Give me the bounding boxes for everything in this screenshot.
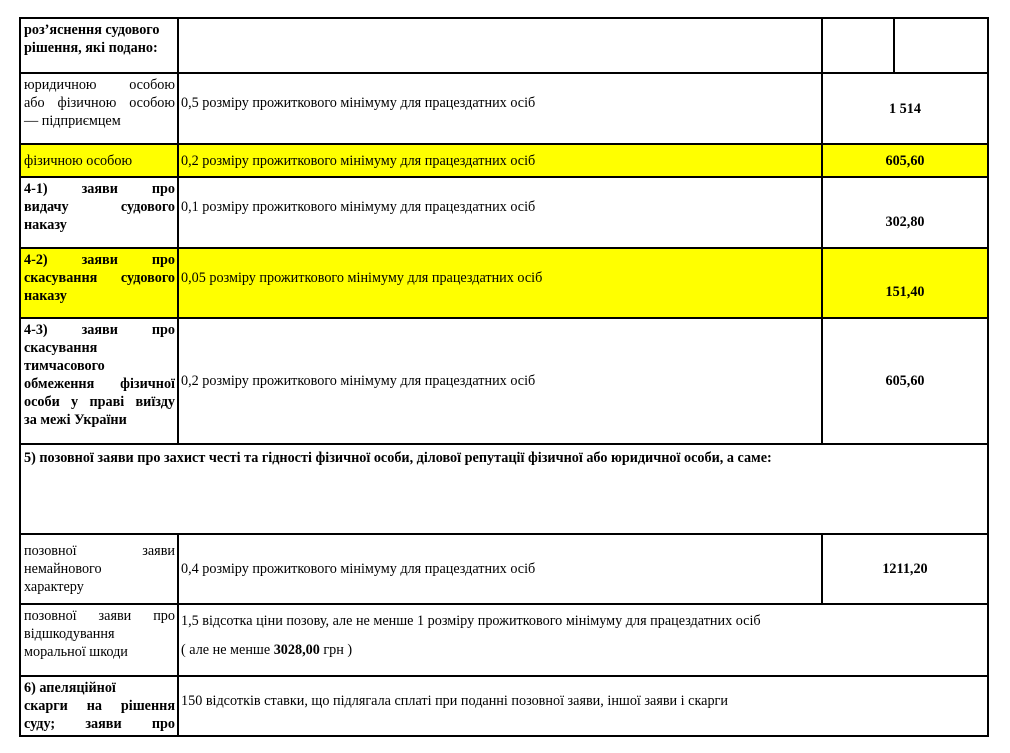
label-line: 4-3) заяви про [24, 322, 175, 338]
label-line: позовної заяви [24, 543, 175, 559]
label-line: особи у праві виїзду [24, 394, 175, 410]
description-line: 1,5 відсотка ціни позову, але не менше 1 розміру прожиткового мінімуму для працездатних осіб [181, 613, 761, 629]
row-amount: 605,60 [822, 144, 988, 177]
row-amount: 302,80 [822, 177, 988, 248]
row-description: 0,05 розміру прожиткового мінімуму для працездатних осіб [178, 248, 822, 318]
label-line: суду; заяви про [24, 716, 175, 732]
note-amount: 3028,00 [273, 642, 320, 658]
row-label [20, 18, 178, 73]
table-row-highlighted [20, 144, 988, 177]
row-amount: 605,60 [822, 318, 988, 444]
row-label [20, 73, 178, 144]
row-description: 150 відсотків ставки, що підлягала сплаті при поданні позовної заяви, іншої заяви і скарги [178, 676, 988, 736]
label-line: відшкодування [24, 626, 115, 642]
label-line: моральної шкоди [24, 644, 128, 660]
table-row [20, 177, 988, 248]
table-row-highlighted [20, 248, 988, 318]
empty-cell [822, 18, 894, 73]
section-heading: 5) позовної заяви про захист честі та гідності фізичної особи, ділової репутації фізичної або юридичної особи, а саме: [20, 444, 988, 534]
row-amount: 151,40 [822, 248, 988, 318]
row-description: 0,5 розміру прожиткового мінімуму для працездатних осіб [178, 73, 822, 144]
court-fee-table [19, 17, 989, 737]
row-label [20, 534, 178, 604]
row-description: 0,2 розміру прожиткового мінімуму для працездатних осіб [178, 144, 822, 177]
table-row [20, 604, 988, 676]
row-label [20, 318, 178, 444]
label-line: або фізичною особою [24, 95, 175, 111]
row-description [178, 604, 988, 676]
label-line: юридичною особою [24, 77, 175, 93]
label-line: характеру [24, 579, 84, 595]
table-row [20, 534, 988, 604]
row-label-text: роз’яснення судового рішення, які подано: [24, 22, 160, 56]
label-line: скарги на рішення [24, 698, 175, 714]
table-row [20, 18, 988, 73]
label-line: видачу судового [24, 199, 175, 215]
note-prefix: ( але не менше [181, 642, 274, 658]
fee-table-document [19, 17, 987, 737]
row-description: 0,4 розміру прожиткового мінімуму для працездатних осіб [178, 534, 822, 604]
note-suffix: грн ) [319, 642, 353, 658]
label-line: наказу [24, 288, 67, 304]
label-line: 4-2) заяви про [24, 252, 175, 268]
row-label [20, 177, 178, 248]
table-row [20, 318, 988, 444]
row-description: 0,1 розміру прожиткового мінімуму для працездатних осіб [178, 177, 822, 248]
table-row-section [20, 444, 988, 534]
table-row [20, 676, 988, 736]
label-line: позовної заяви про [24, 608, 175, 624]
row-label [20, 676, 178, 736]
empty-cell [894, 18, 988, 73]
label-line: 4-1) заяви про [24, 181, 175, 197]
row-description: 0,2 розміру прожиткового мінімуму для працездатних осіб [178, 318, 822, 444]
label-line: 6) апеляційної [24, 680, 116, 696]
table-row [20, 73, 988, 144]
label-line: за межі України [24, 412, 127, 428]
row-amount: 1 514 [822, 73, 988, 144]
label-line: — підприємцем [24, 113, 121, 129]
label-line: скасування судового [24, 270, 175, 286]
row-amount: 1211,20 [822, 534, 988, 604]
label-line: обмеження фізичної [24, 376, 175, 392]
label-line: наказу [24, 217, 67, 233]
label-line: немайнового [24, 561, 102, 577]
label-line: тимчасового [24, 358, 105, 374]
label-line: скасування [24, 340, 98, 356]
row-label [20, 248, 178, 318]
description-note [181, 641, 985, 659]
row-label [20, 604, 178, 676]
row-description [178, 18, 822, 73]
row-label: фізичною особою [20, 144, 178, 177]
